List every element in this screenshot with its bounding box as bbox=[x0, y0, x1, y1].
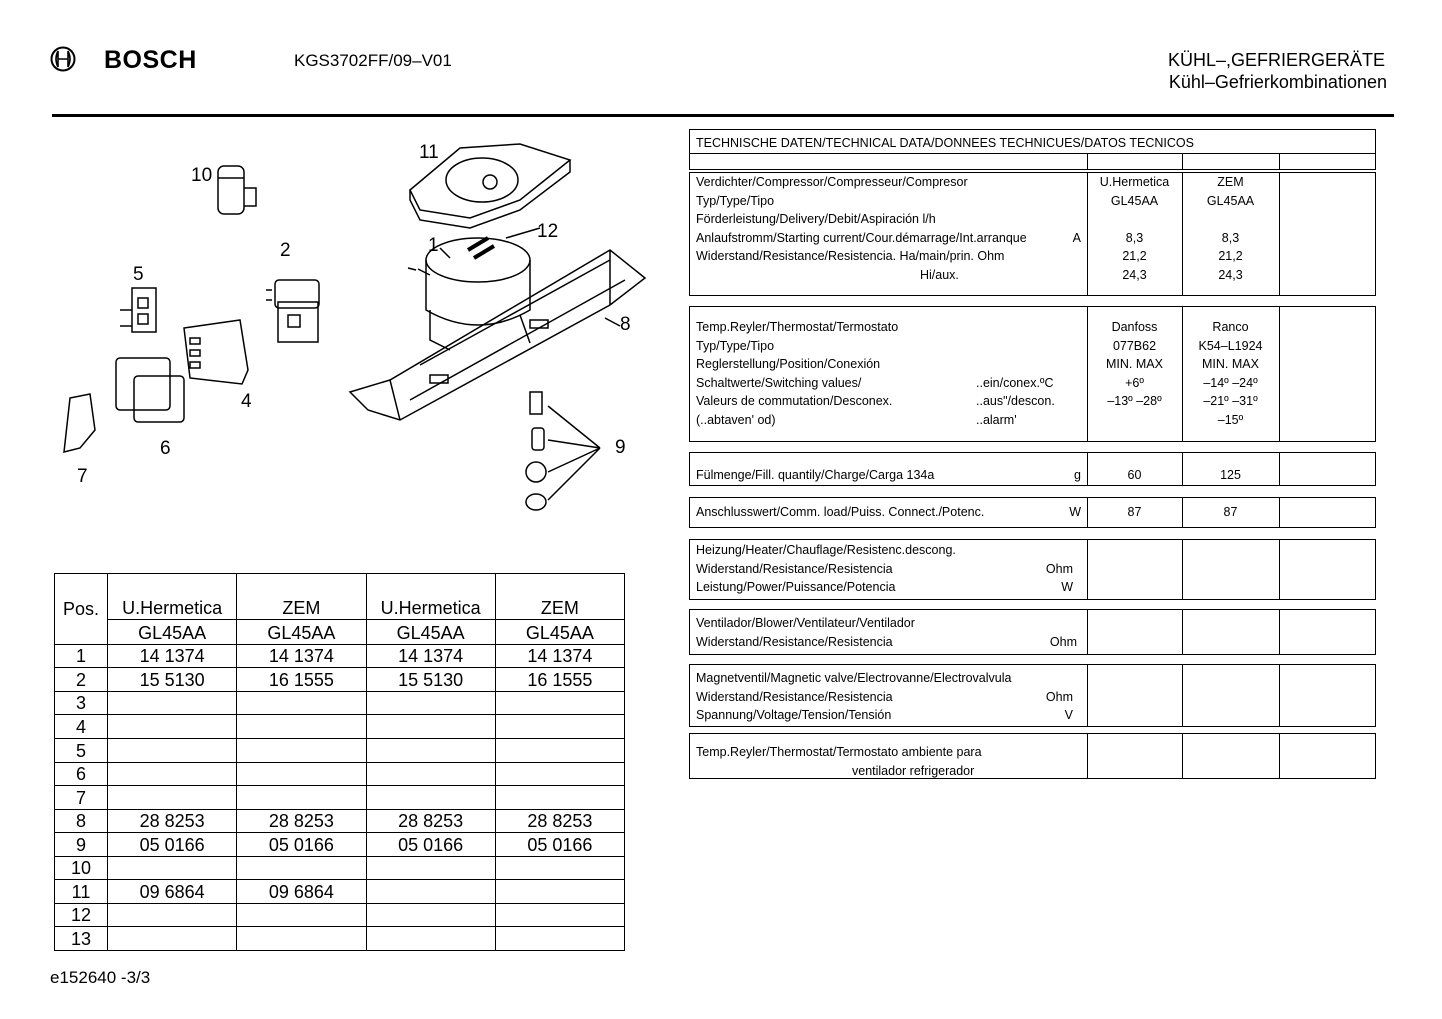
part-number-cell bbox=[495, 738, 624, 762]
pos-cell: 8 bbox=[55, 809, 108, 833]
tech-unit: W bbox=[1061, 580, 1073, 594]
tech-condition: ..alarm' bbox=[976, 412, 1017, 427]
column-header: ZEM bbox=[237, 596, 366, 620]
tech-row bbox=[690, 560, 1375, 579]
tech-value: +6º bbox=[1125, 375, 1144, 390]
pos-cell: 9 bbox=[55, 833, 108, 857]
part-number-cell bbox=[495, 880, 624, 904]
part-number-cell bbox=[366, 715, 495, 739]
connected-load-section bbox=[689, 497, 1376, 528]
tech-value: Danfoss bbox=[1111, 320, 1158, 334]
column-header: U.Hermetica bbox=[366, 596, 495, 620]
valve-section bbox=[689, 664, 1376, 727]
part-number-cell bbox=[108, 738, 237, 762]
tech-unit: g bbox=[1074, 468, 1081, 482]
brand-name: BOSCH bbox=[104, 46, 197, 74]
tech-value: 8,3 bbox=[1221, 230, 1240, 245]
table-row bbox=[55, 691, 625, 715]
callout-4: 4 bbox=[241, 391, 252, 412]
tech-value: MIN. MAX bbox=[1202, 357, 1259, 371]
part-number-cell bbox=[237, 738, 366, 762]
part-number-cell bbox=[108, 762, 237, 786]
tech-value: GL45AA bbox=[1206, 193, 1255, 208]
tech-value: 21,2 bbox=[1122, 249, 1147, 263]
pos-header: Pos. bbox=[55, 596, 108, 620]
tech-label: Anschlusswert/Comm. load/Puiss. Connect./Potenc. bbox=[696, 505, 985, 519]
table-row bbox=[55, 880, 625, 904]
part-number-cell bbox=[108, 786, 237, 810]
part-number-cell bbox=[495, 903, 624, 927]
part-number-cell: 05 0166 bbox=[366, 833, 495, 857]
tech-label: Magnetventil/Magnetic valve/Electrovanne/Electrovalvula bbox=[696, 671, 1012, 685]
table-row bbox=[55, 762, 625, 786]
tech-row bbox=[690, 633, 1375, 652]
table-row bbox=[55, 927, 625, 951]
part-number-cell: 28 8253 bbox=[108, 809, 237, 833]
callout-2: 2 bbox=[280, 240, 291, 261]
model-number: KGS3702FF/09–V01 bbox=[294, 51, 452, 70]
callout-7: 7 bbox=[77, 466, 88, 487]
part-number-cell: 05 0166 bbox=[108, 833, 237, 857]
part-number-cell bbox=[108, 903, 237, 927]
tech-unit: A bbox=[1072, 230, 1081, 245]
tech-title-box bbox=[689, 129, 1376, 170]
tech-row bbox=[690, 503, 1375, 522]
pos-cell: 3 bbox=[55, 691, 108, 715]
tech-unit: Ohm bbox=[1045, 689, 1073, 704]
part-number-cell bbox=[495, 691, 624, 715]
tech-label: Temp.Reyler/Thermostat/Termostato bbox=[696, 320, 899, 334]
tech-value: 125 bbox=[1220, 468, 1241, 482]
tech-row bbox=[690, 266, 1375, 285]
tech-value: –13º –28º bbox=[1107, 394, 1162, 408]
pos-cell: 13 bbox=[55, 927, 108, 951]
tech-row bbox=[690, 411, 1375, 430]
tech-label: Fülmenge/Fill. quantily/Charge/Carga 134a bbox=[696, 468, 935, 482]
part-number-cell bbox=[237, 786, 366, 810]
part-number-cell: 28 8253 bbox=[237, 809, 366, 833]
part-number-cell bbox=[366, 880, 495, 904]
part-number-cell bbox=[366, 903, 495, 927]
tech-label: Hi/aux. bbox=[920, 267, 959, 282]
tech-label: Schaltwerte/Switching values/ bbox=[696, 375, 862, 390]
tech-title: TECHNISCHE DATEN/TECHNICAL DATA/DONNEES TECHNICUES/DATOS TECNICOS bbox=[696, 136, 1194, 150]
tech-label: Heizung/Heater/Chauflage/Resistenc.descong. bbox=[696, 543, 956, 557]
tech-label: Förderleistung/Delivery/Debit/Aspiración l/h bbox=[696, 212, 936, 226]
callout-1: 1 bbox=[428, 235, 439, 256]
compressor-section bbox=[689, 172, 1376, 296]
protector-part bbox=[116, 358, 184, 422]
column-subheader: GL45AA bbox=[108, 620, 237, 644]
table-row bbox=[55, 715, 625, 739]
tech-unit: Ohm bbox=[1049, 634, 1077, 649]
tech-unit: W bbox=[1069, 505, 1081, 519]
pos-cell: 6 bbox=[55, 762, 108, 786]
callout-9: 9 bbox=[615, 437, 626, 458]
part-number-cell: 28 8253 bbox=[366, 809, 495, 833]
pos-cell: 5 bbox=[55, 738, 108, 762]
column-subheader: GL45AA bbox=[495, 620, 624, 644]
part-number-cell bbox=[495, 762, 624, 786]
pos-cell: 4 bbox=[55, 715, 108, 739]
part-number-cell: 14 1374 bbox=[495, 644, 624, 668]
table-row bbox=[55, 786, 625, 810]
tech-label: Anlaufstromm/Starting current/Cour.démarrage/Int.arranque bbox=[696, 230, 1027, 245]
part-number-cell bbox=[495, 856, 624, 880]
ambient-line-2: ventilador refrigerador bbox=[852, 763, 975, 778]
document-id: e152640 -3/3 bbox=[50, 968, 151, 987]
part-number-cell bbox=[495, 927, 624, 951]
tech-row bbox=[690, 355, 1375, 374]
callout-12: 12 bbox=[537, 221, 559, 242]
table-row bbox=[55, 833, 625, 857]
tech-row bbox=[690, 192, 1375, 211]
column-header: U.Hermetica bbox=[108, 596, 237, 620]
tech-value: K54–L1924 bbox=[1198, 338, 1263, 353]
bracket-part bbox=[64, 394, 95, 452]
tech-value: 87 bbox=[1223, 505, 1238, 519]
tech-label: Leistung/Power/Puissance/Potencia bbox=[696, 580, 896, 594]
tech-row bbox=[690, 669, 1375, 688]
table-row bbox=[55, 809, 625, 833]
tech-value: 8,3 bbox=[1125, 230, 1144, 245]
part-number-cell bbox=[366, 856, 495, 880]
tech-label: Valeurs de commutation/Desconex. bbox=[696, 394, 893, 408]
table-row bbox=[55, 644, 625, 668]
part-number-cell bbox=[108, 691, 237, 715]
tech-value: –21º –31º bbox=[1203, 394, 1258, 408]
table-row bbox=[55, 903, 625, 927]
ambient-thermostat-section bbox=[689, 733, 1376, 779]
capacitor-part bbox=[218, 166, 256, 214]
ambient-line-1: Temp.Reyler/Thermostat/Termostato ambiente para bbox=[696, 745, 982, 759]
tech-label: (..abtaven' od) bbox=[696, 412, 776, 427]
part-number-cell: 14 1374 bbox=[366, 644, 495, 668]
column-subheader: GL45AA bbox=[366, 620, 495, 644]
part-number-cell: 09 6864 bbox=[237, 880, 366, 904]
thermostat-section bbox=[689, 306, 1376, 442]
base-frame-part bbox=[350, 250, 645, 420]
part-number-cell bbox=[495, 786, 624, 810]
pos-cell: 12 bbox=[55, 903, 108, 927]
callout-10: 10 bbox=[191, 165, 213, 186]
tech-row bbox=[690, 210, 1375, 229]
tech-row bbox=[690, 466, 1375, 485]
part-number-cell bbox=[366, 786, 495, 810]
tech-row bbox=[690, 229, 1375, 248]
tech-row bbox=[690, 247, 1375, 266]
tech-row bbox=[690, 374, 1375, 393]
fan-section bbox=[689, 609, 1376, 655]
part-number-cell: 14 1374 bbox=[237, 644, 366, 668]
tech-value: 21,2 bbox=[1218, 249, 1243, 263]
callout-5: 5 bbox=[133, 264, 144, 285]
tech-row bbox=[690, 578, 1375, 597]
part-number-cell: 16 1555 bbox=[495, 668, 624, 692]
tech-value: U.Hermetica bbox=[1099, 175, 1170, 189]
tech-label: Spannung/Voltage/Tension/Tensión bbox=[696, 708, 892, 722]
callout-11: 11 bbox=[419, 142, 439, 163]
part-number-cell bbox=[108, 927, 237, 951]
tech-value: GL45AA bbox=[1110, 193, 1159, 208]
tech-row bbox=[690, 337, 1375, 356]
tech-value: Ranco bbox=[1212, 320, 1249, 334]
fastener-parts bbox=[526, 392, 600, 510]
part-number-cell: 15 5130 bbox=[108, 668, 237, 692]
tech-value: 24,3 bbox=[1218, 267, 1243, 282]
category-title: KÜHL–,GEFRIERGERÄTE bbox=[1167, 50, 1385, 70]
terminal-block-part bbox=[120, 288, 156, 332]
part-number-cell bbox=[237, 856, 366, 880]
part-number-cell bbox=[366, 762, 495, 786]
tech-label: Reglerstellung/Position/Conexión bbox=[696, 357, 881, 371]
part-number-cell: 28 8253 bbox=[495, 809, 624, 833]
pos-cell: 2 bbox=[55, 668, 108, 692]
part-number-cell: 05 0166 bbox=[495, 833, 624, 857]
part-number-cell bbox=[108, 856, 237, 880]
tech-label: Ventilador/Blower/Ventilateur/Ventilador bbox=[696, 616, 915, 630]
part-number-cell bbox=[237, 762, 366, 786]
tech-row bbox=[690, 173, 1375, 192]
part-number-cell: 09 6864 bbox=[108, 880, 237, 904]
part-number-cell bbox=[108, 715, 237, 739]
tech-row bbox=[690, 392, 1375, 411]
part-number-cell bbox=[237, 715, 366, 739]
part-number-cell bbox=[366, 691, 495, 715]
part-number-cell: 05 0166 bbox=[237, 833, 366, 857]
pos-cell: 11 bbox=[55, 880, 108, 904]
refrigerant-charge-section bbox=[689, 452, 1376, 486]
column-header: ZEM bbox=[495, 596, 624, 620]
pos-cell: 1 bbox=[55, 644, 108, 668]
tech-value: MIN. MAX bbox=[1106, 357, 1163, 371]
part-number-cell: 14 1374 bbox=[108, 644, 237, 668]
tech-value: 87 bbox=[1127, 505, 1142, 519]
part-number-cell bbox=[237, 927, 366, 951]
tech-unit: Ohm bbox=[1045, 561, 1073, 576]
tech-label: Typ/Type/Tipo bbox=[696, 338, 775, 353]
tech-row bbox=[690, 706, 1375, 725]
column-subheader: GL45AA bbox=[237, 620, 366, 644]
tech-value: ZEM bbox=[1217, 175, 1244, 189]
part-number-cell bbox=[366, 927, 495, 951]
tech-label: Widerstand/Resistance/Resistencia. Ha/main/prin. Ohm bbox=[696, 249, 1005, 263]
callout-8: 8 bbox=[620, 314, 631, 335]
part-number-cell: 16 1555 bbox=[237, 668, 366, 692]
callout-6: 6 bbox=[160, 438, 171, 459]
cover-part bbox=[184, 320, 248, 384]
part-number-cell bbox=[366, 738, 495, 762]
tech-value: –14º –24º bbox=[1203, 375, 1258, 390]
category-subtitle: Kühl–Gefrierkombinationen bbox=[1168, 72, 1387, 92]
tech-label: Typ/Type/Tipo bbox=[696, 193, 775, 208]
part-number-cell bbox=[237, 691, 366, 715]
tech-condition: ..ein/conex.ºC bbox=[976, 375, 1054, 390]
heater-section bbox=[689, 539, 1376, 600]
table-row bbox=[55, 668, 625, 692]
pos-cell: 10 bbox=[55, 856, 108, 880]
parts-table bbox=[54, 573, 625, 951]
pos-cell: 7 bbox=[55, 786, 108, 810]
tech-unit: V bbox=[1064, 708, 1073, 722]
tech-label: Widerstand/Resistance/Resistencia bbox=[696, 634, 893, 649]
tech-label: Widerstand/Resistance/Resistencia bbox=[696, 561, 893, 576]
tech-label: Verdichter/Compressor/Compresseur/Compresor bbox=[696, 175, 968, 189]
header-divider bbox=[52, 114, 1394, 117]
parts-diagram bbox=[50, 130, 650, 530]
table-row bbox=[55, 738, 625, 762]
tech-row bbox=[690, 614, 1375, 633]
tech-row bbox=[690, 688, 1375, 707]
part-number-cell bbox=[237, 903, 366, 927]
part-number-cell: 15 5130 bbox=[366, 668, 495, 692]
tech-value: 24,3 bbox=[1122, 267, 1147, 282]
tech-row bbox=[690, 318, 1375, 337]
tech-condition: ..aus"/descon. bbox=[976, 394, 1055, 408]
table-row bbox=[55, 856, 625, 880]
tech-value: 077B62 bbox=[1112, 338, 1157, 353]
relay-part bbox=[266, 280, 319, 342]
tech-row bbox=[690, 541, 1375, 560]
tech-value: 60 bbox=[1127, 468, 1142, 482]
bosch-logo-icon bbox=[50, 46, 76, 72]
tech-value: –15º bbox=[1217, 412, 1244, 427]
part-number-cell bbox=[495, 715, 624, 739]
tech-label: Widerstand/Resistance/Resistencia bbox=[696, 689, 893, 704]
